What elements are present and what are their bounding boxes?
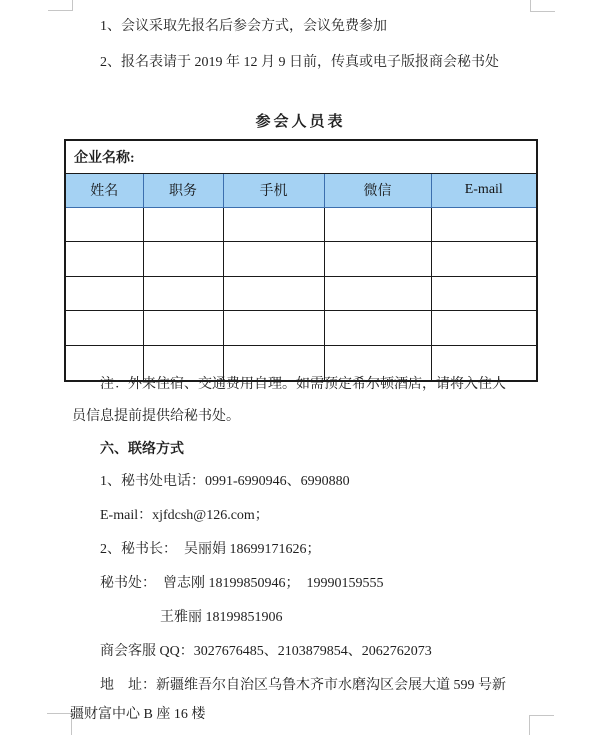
column-header-email: E-mail bbox=[431, 173, 537, 207]
empty-cell[interactable] bbox=[324, 345, 431, 380]
table-row bbox=[65, 242, 537, 277]
contact-line-phone: 1、秘书处电话：0991-6990946、6990880 bbox=[100, 474, 350, 489]
contact-section-heading: 六、联络方式 bbox=[100, 442, 184, 457]
empty-cell[interactable] bbox=[65, 207, 143, 242]
contact-line-secretary-general: 2、秘书长： 吴丽娟 18699171626； bbox=[100, 542, 321, 557]
margin-crop-mark-top-right bbox=[530, 0, 555, 12]
empty-cell[interactable] bbox=[223, 311, 324, 346]
intro-item-1: 1、会议采取先报名后参会方式，会议免费参加 bbox=[100, 19, 387, 34]
empty-cell[interactable] bbox=[431, 276, 537, 311]
participants-table-body bbox=[65, 207, 537, 380]
empty-cell[interactable] bbox=[65, 345, 143, 380]
empty-cell[interactable] bbox=[223, 345, 324, 380]
table-header-row bbox=[65, 173, 537, 207]
empty-cell[interactable] bbox=[143, 207, 223, 242]
table-title: 参会人员表 bbox=[255, 114, 346, 130]
contact-line-address-1: 地 址：新疆维吾尔自治区乌鲁木齐市水磨沟区会展大道 599 号新 bbox=[100, 678, 506, 693]
column-header-wechat: 微信 bbox=[324, 173, 431, 207]
empty-cell[interactable] bbox=[143, 276, 223, 311]
empty-cell[interactable] bbox=[431, 345, 537, 380]
contact-line-qq: 商会客服 QQ：3027676485、2103879854、2062762073 bbox=[100, 644, 432, 659]
margin-crop-mark-bottom-left bbox=[47, 713, 72, 735]
empty-cell[interactable] bbox=[324, 242, 431, 277]
column-header-title: 职务 bbox=[143, 173, 223, 207]
empty-cell[interactable] bbox=[223, 242, 324, 277]
contact-line-secretariat-1: 秘书处： 曾志刚 18199850946； 19990159555 bbox=[100, 576, 384, 591]
margin-crop-mark-top-left bbox=[48, 0, 73, 11]
company-name-row bbox=[65, 140, 537, 173]
empty-cell[interactable] bbox=[143, 345, 223, 380]
empty-cell[interactable] bbox=[223, 276, 324, 311]
contact-line-email: E-mail：xjfdcsh@126.com； bbox=[100, 508, 269, 523]
column-header-mobile: 手机 bbox=[223, 173, 324, 207]
note-line-1: 注：外来住宿、交通费用自理。如需预定希尔顿酒店，请将入住人 bbox=[100, 377, 506, 392]
empty-cell[interactable] bbox=[223, 207, 324, 242]
note-line-2: 员信息提前提供给秘书处。 bbox=[72, 409, 240, 424]
table-row bbox=[65, 345, 537, 380]
empty-cell[interactable] bbox=[431, 207, 537, 242]
margin-crop-mark-bottom-right bbox=[529, 715, 554, 735]
table-row bbox=[65, 207, 537, 242]
contact-line-address-2: 疆财富中心 B 座 16 楼 bbox=[70, 707, 206, 722]
empty-cell[interactable] bbox=[431, 242, 537, 277]
company-name-cell[interactable] bbox=[65, 140, 537, 173]
empty-cell[interactable] bbox=[65, 311, 143, 346]
empty-cell[interactable] bbox=[143, 311, 223, 346]
empty-cell[interactable] bbox=[143, 242, 223, 277]
table-row bbox=[65, 276, 537, 311]
empty-cell[interactable] bbox=[324, 207, 431, 242]
empty-cell[interactable] bbox=[324, 311, 431, 346]
participants-table bbox=[64, 139, 538, 382]
empty-cell[interactable] bbox=[65, 276, 143, 311]
intro-item-2: 2、报名表请于 2019 年 12 月 9 日前，传真或电子版报商会秘书处 bbox=[100, 55, 499, 70]
table-row bbox=[65, 311, 537, 346]
column-header-name: 姓名 bbox=[65, 173, 143, 207]
contact-line-secretariat-2: 王雅丽 18199851906 bbox=[160, 610, 283, 625]
company-name-label: 企业名称: bbox=[74, 150, 135, 166]
empty-cell[interactable] bbox=[431, 311, 537, 346]
empty-cell[interactable] bbox=[65, 242, 143, 277]
empty-cell[interactable] bbox=[324, 276, 431, 311]
